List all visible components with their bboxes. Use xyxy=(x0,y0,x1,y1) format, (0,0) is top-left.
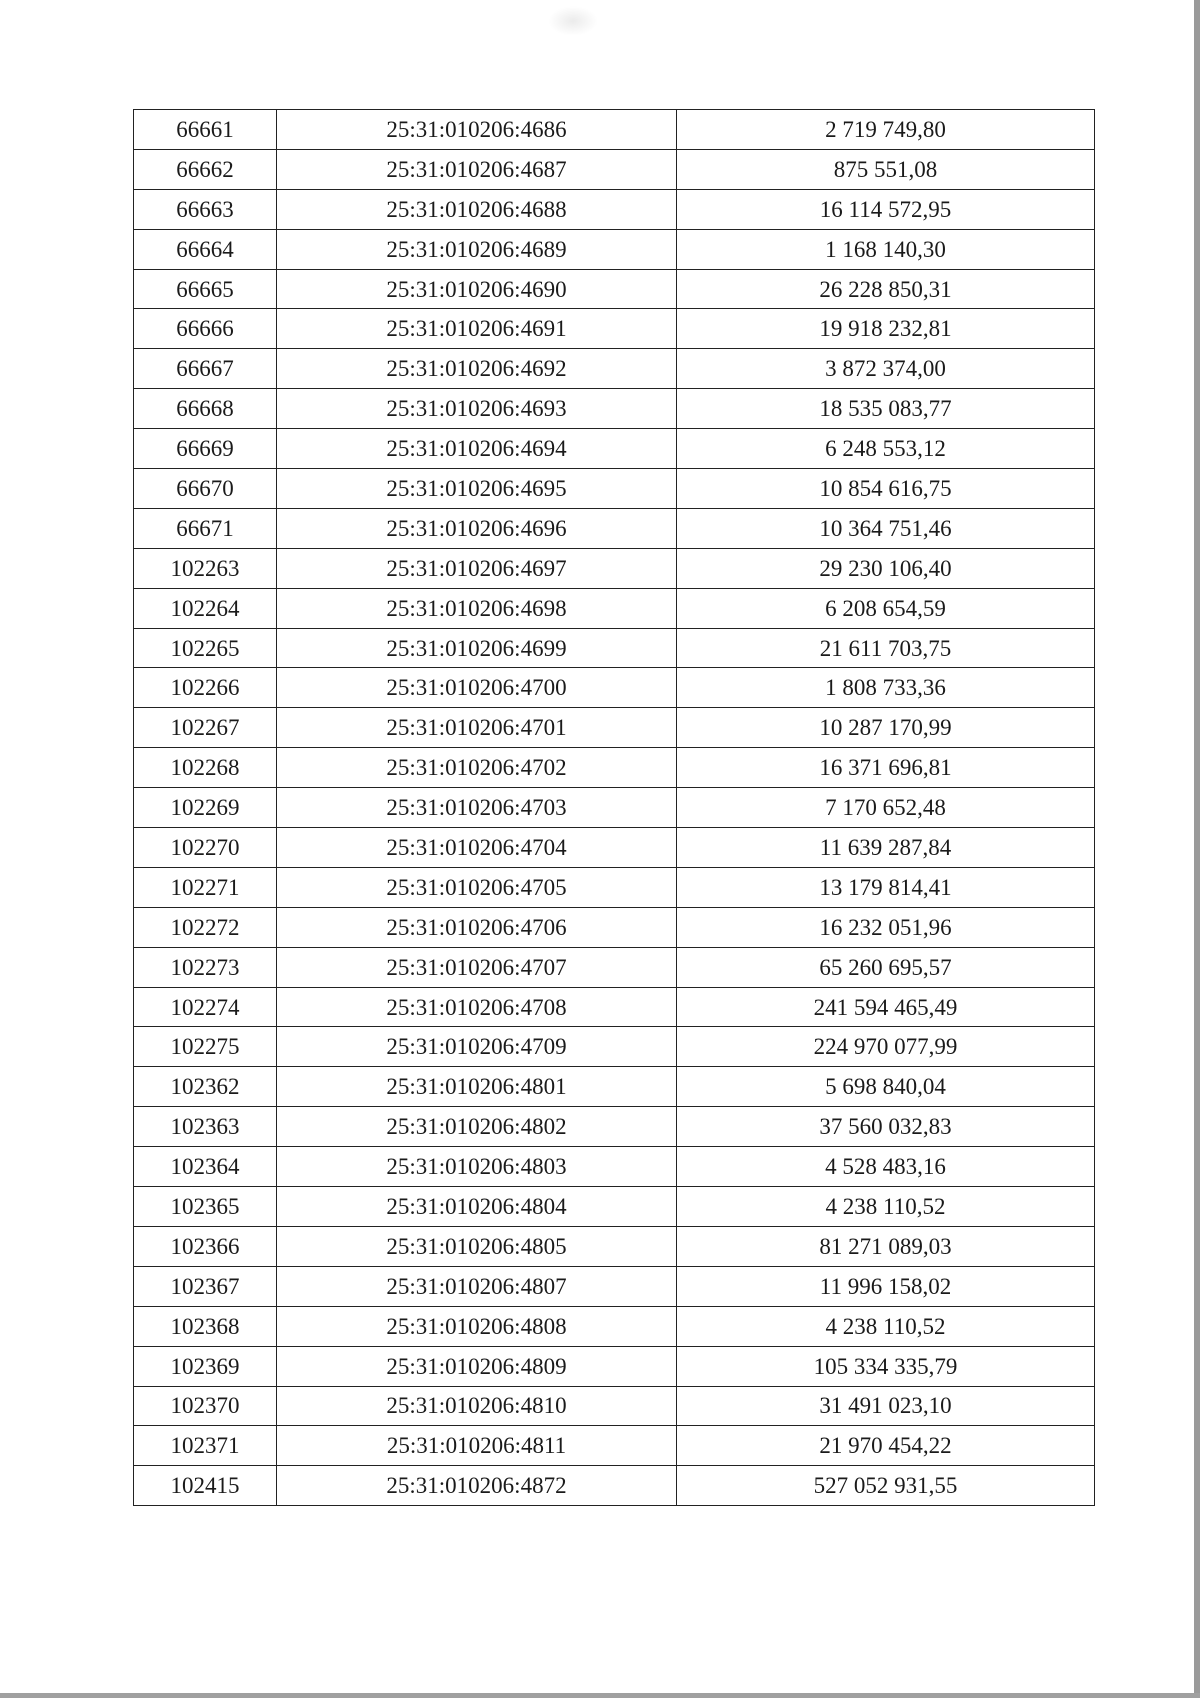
cadastral-value-cell: 65 260 695,57 xyxy=(677,947,1095,987)
table-body xyxy=(134,110,1095,1506)
row-number-cell: 102271 xyxy=(134,867,277,907)
cadastral-value-cell: 6 208 654,59 xyxy=(677,588,1095,628)
cadastral-value-cell: 4 238 110,52 xyxy=(677,1187,1095,1227)
table-row xyxy=(134,189,1095,229)
cadastral-value-cell: 3 872 374,00 xyxy=(677,349,1095,389)
cadastral-value-cell: 16 371 696,81 xyxy=(677,748,1095,788)
row-number-cell: 102272 xyxy=(134,907,277,947)
table-row xyxy=(134,149,1095,189)
row-number-cell: 102268 xyxy=(134,748,277,788)
cadastral-value-cell: 10 364 751,46 xyxy=(677,508,1095,548)
cadastral-number-cell: 25:31:010206:4872 xyxy=(277,1466,677,1506)
row-number-cell: 102366 xyxy=(134,1226,277,1266)
cadastral-number-cell: 25:31:010206:4691 xyxy=(277,309,677,349)
table-row xyxy=(134,110,1095,150)
scan-artifact xyxy=(548,6,598,36)
row-number-cell: 102369 xyxy=(134,1346,277,1386)
cadastral-value-cell: 7 170 652,48 xyxy=(677,788,1095,828)
table-row xyxy=(134,987,1095,1027)
scan-edge-bottom xyxy=(0,1693,1200,1698)
cadastral-number-cell: 25:31:010206:4804 xyxy=(277,1187,677,1227)
scan-edge-right xyxy=(1194,0,1200,1698)
cadastral-value-cell: 875 551,08 xyxy=(677,149,1095,189)
cadastral-number-cell: 25:31:010206:4688 xyxy=(277,189,677,229)
row-number-cell: 102362 xyxy=(134,1067,277,1107)
cadastral-number-cell: 25:31:010206:4805 xyxy=(277,1226,677,1266)
cadastral-number-cell: 25:31:010206:4695 xyxy=(277,469,677,509)
cadastral-number-cell: 25:31:010206:4709 xyxy=(277,1027,677,1067)
cadastral-number-cell: 25:31:010206:4810 xyxy=(277,1386,677,1426)
cadastral-number-cell: 25:31:010206:4708 xyxy=(277,987,677,1027)
row-number-cell: 66662 xyxy=(134,149,277,189)
row-number-cell: 102267 xyxy=(134,708,277,748)
table-row xyxy=(134,947,1095,987)
cadastral-value-cell: 18 535 083,77 xyxy=(677,389,1095,429)
table-row xyxy=(134,548,1095,588)
row-number-cell: 102365 xyxy=(134,1187,277,1227)
cadastral-value-cell: 21 611 703,75 xyxy=(677,628,1095,668)
row-number-cell: 102263 xyxy=(134,548,277,588)
cadastral-number-cell: 25:31:010206:4694 xyxy=(277,429,677,469)
table-row xyxy=(134,1426,1095,1466)
row-number-cell: 102367 xyxy=(134,1266,277,1306)
row-number-cell: 102370 xyxy=(134,1386,277,1426)
cadastral-number-cell: 25:31:010206:4687 xyxy=(277,149,677,189)
row-number-cell: 66667 xyxy=(134,349,277,389)
cadastral-number-cell: 25:31:010206:4697 xyxy=(277,548,677,588)
table-row xyxy=(134,1226,1095,1266)
cadastral-value-cell: 241 594 465,49 xyxy=(677,987,1095,1027)
row-number-cell: 66663 xyxy=(134,189,277,229)
cadastral-value-cell: 11 996 158,02 xyxy=(677,1266,1095,1306)
cadastral-number-cell: 25:31:010206:4690 xyxy=(277,269,677,309)
table-row xyxy=(134,1067,1095,1107)
cadastral-number-cell: 25:31:010206:4802 xyxy=(277,1107,677,1147)
cadastral-value-cell: 21 970 454,22 xyxy=(677,1426,1095,1466)
table-row xyxy=(134,867,1095,907)
table-row xyxy=(134,1306,1095,1346)
cadastral-value-cell: 1 168 140,30 xyxy=(677,229,1095,269)
cadastral-number-cell: 25:31:010206:4689 xyxy=(277,229,677,269)
row-number-cell: 102364 xyxy=(134,1147,277,1187)
row-number-cell: 102415 xyxy=(134,1466,277,1506)
table-row xyxy=(134,907,1095,947)
cadastral-number-cell: 25:31:010206:4700 xyxy=(277,668,677,708)
cadastral-value-cell: 31 491 023,10 xyxy=(677,1386,1095,1426)
cadastral-value-cell: 105 334 335,79 xyxy=(677,1346,1095,1386)
cadastral-value-table xyxy=(133,109,1095,1506)
table-row xyxy=(134,429,1095,469)
row-number-cell: 66669 xyxy=(134,429,277,469)
row-number-cell: 102274 xyxy=(134,987,277,1027)
cadastral-value-cell: 527 052 931,55 xyxy=(677,1466,1095,1506)
cadastral-number-cell: 25:31:010206:4693 xyxy=(277,389,677,429)
cadastral-value-cell: 26 228 850,31 xyxy=(677,269,1095,309)
table-row xyxy=(134,668,1095,708)
table-row xyxy=(134,828,1095,868)
table-row xyxy=(134,469,1095,509)
cadastral-value-cell: 19 918 232,81 xyxy=(677,309,1095,349)
cadastral-value-cell: 13 179 814,41 xyxy=(677,867,1095,907)
cadastral-value-cell: 6 248 553,12 xyxy=(677,429,1095,469)
cadastral-value-cell: 2 719 749,80 xyxy=(677,110,1095,150)
table-row xyxy=(134,788,1095,828)
cadastral-number-cell: 25:31:010206:4686 xyxy=(277,110,677,150)
row-number-cell: 102371 xyxy=(134,1426,277,1466)
cadastral-number-cell: 25:31:010206:4702 xyxy=(277,748,677,788)
row-number-cell: 102269 xyxy=(134,788,277,828)
row-number-cell: 102265 xyxy=(134,628,277,668)
cadastral-number-cell: 25:31:010206:4701 xyxy=(277,708,677,748)
table-row xyxy=(134,1187,1095,1227)
cadastral-number-cell: 25:31:010206:4803 xyxy=(277,1147,677,1187)
cadastral-number-cell: 25:31:010206:4801 xyxy=(277,1067,677,1107)
cadastral-number-cell: 25:31:010206:4706 xyxy=(277,907,677,947)
cadastral-number-cell: 25:31:010206:4696 xyxy=(277,508,677,548)
row-number-cell: 102273 xyxy=(134,947,277,987)
row-number-cell: 102264 xyxy=(134,588,277,628)
row-number-cell: 102275 xyxy=(134,1027,277,1067)
cadastral-value-cell: 16 232 051,96 xyxy=(677,907,1095,947)
table-row xyxy=(134,349,1095,389)
table-row xyxy=(134,708,1095,748)
row-number-cell: 66671 xyxy=(134,508,277,548)
table-row xyxy=(134,1027,1095,1067)
cadastral-number-cell: 25:31:010206:4703 xyxy=(277,788,677,828)
table-row xyxy=(134,628,1095,668)
row-number-cell: 66665 xyxy=(134,269,277,309)
cadastral-number-cell: 25:31:010206:4808 xyxy=(277,1306,677,1346)
cadastral-number-cell: 25:31:010206:4692 xyxy=(277,349,677,389)
row-number-cell: 102266 xyxy=(134,668,277,708)
row-number-cell: 66668 xyxy=(134,389,277,429)
cadastral-value-cell: 16 114 572,95 xyxy=(677,189,1095,229)
cadastral-number-cell: 25:31:010206:4707 xyxy=(277,947,677,987)
cadastral-value-cell: 4 238 110,52 xyxy=(677,1306,1095,1346)
cadastral-number-cell: 25:31:010206:4699 xyxy=(277,628,677,668)
table-row xyxy=(134,1386,1095,1426)
table-row xyxy=(134,229,1095,269)
table-row xyxy=(134,309,1095,349)
cadastral-value-cell: 10 287 170,99 xyxy=(677,708,1095,748)
table-row xyxy=(134,1346,1095,1386)
cadastral-value-cell: 224 970 077,99 xyxy=(677,1027,1095,1067)
row-number-cell: 66670 xyxy=(134,469,277,509)
table-row xyxy=(134,269,1095,309)
cadastral-number-cell: 25:31:010206:4705 xyxy=(277,867,677,907)
cadastral-value-cell: 5 698 840,04 xyxy=(677,1067,1095,1107)
cadastral-value-cell: 81 271 089,03 xyxy=(677,1226,1095,1266)
row-number-cell: 102368 xyxy=(134,1306,277,1346)
table-row xyxy=(134,1147,1095,1187)
table-row xyxy=(134,508,1095,548)
cadastral-value-cell: 29 230 106,40 xyxy=(677,548,1095,588)
cadastral-number-cell: 25:31:010206:4807 xyxy=(277,1266,677,1306)
table-row xyxy=(134,588,1095,628)
cadastral-value-cell: 11 639 287,84 xyxy=(677,828,1095,868)
row-number-cell: 102363 xyxy=(134,1107,277,1147)
table-row xyxy=(134,389,1095,429)
cadastral-number-cell: 25:31:010206:4811 xyxy=(277,1426,677,1466)
table-row xyxy=(134,1107,1095,1147)
cadastral-number-cell: 25:31:010206:4698 xyxy=(277,588,677,628)
cadastral-value-cell: 1 808 733,36 xyxy=(677,668,1095,708)
row-number-cell: 66664 xyxy=(134,229,277,269)
row-number-cell: 66661 xyxy=(134,110,277,150)
row-number-cell: 102270 xyxy=(134,828,277,868)
table-row xyxy=(134,1266,1095,1306)
cadastral-value-cell: 10 854 616,75 xyxy=(677,469,1095,509)
row-number-cell: 66666 xyxy=(134,309,277,349)
cadastral-number-cell: 25:31:010206:4704 xyxy=(277,828,677,868)
cadastral-value-cell: 37 560 032,83 xyxy=(677,1107,1095,1147)
cadastral-number-cell: 25:31:010206:4809 xyxy=(277,1346,677,1386)
table-row xyxy=(134,1466,1095,1506)
cadastral-value-cell: 4 528 483,16 xyxy=(677,1147,1095,1187)
table-row xyxy=(134,748,1095,788)
